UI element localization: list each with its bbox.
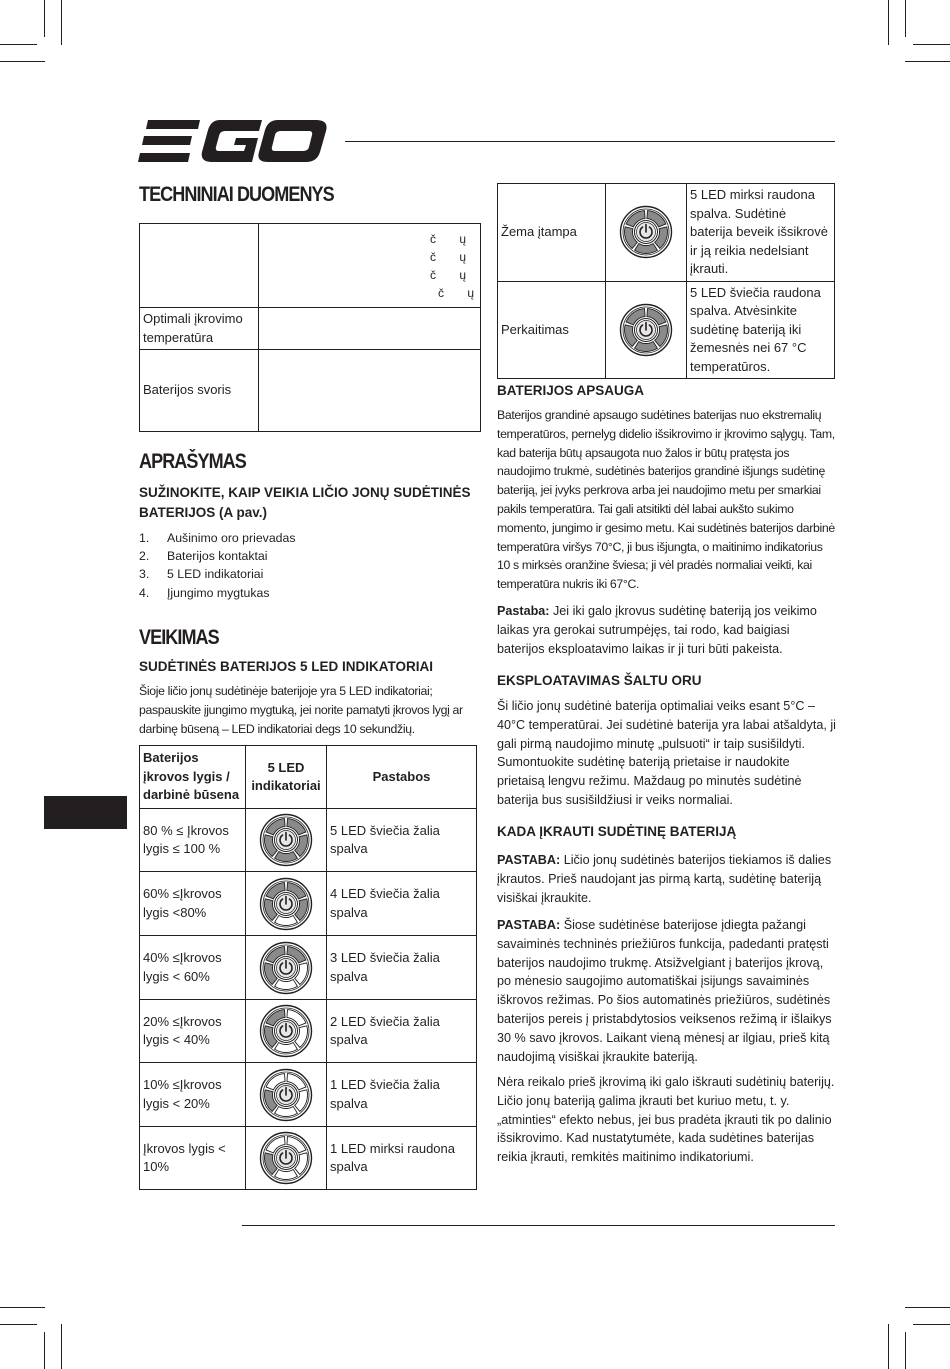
crop-mark — [61, 1324, 62, 1369]
table-row — [498, 184, 835, 282]
tech-label — [140, 224, 259, 308]
col-header-notes: Pastabos — [327, 746, 477, 809]
protect-text: Baterijos grandinė apsaugo sudėtines baterijas nuo ekstremalių temperatūros, pernelyg didelio išsikrovimo ir įkrovimo sąlygų. Tam, kad baterija būtų apsaugota nuo žalos ir būtų pratęsta jos naudojimo trukmė, sudėtinės baterijos grandinė išjungs sudėtinę bateriją, jei įvyks perkrova arba jei naudojimo metu per smarkiai pakils temperatūra. Tai gali atsitikti dėl labai aukšto sukimo momento, jungimo ir gesimo metu. Kai sudėtinės baterijos darbinė temperatūra viršys 70°C, ji bus išjungta, o maitinimo indikatorius 10 s mirksės oranžine šviesa; ji vėl pradės normaliai veikti, kai temperatūra nukris iki 67°C. — [497, 408, 835, 592]
led-indicator-icon — [259, 1131, 313, 1185]
table-header-row — [140, 746, 477, 809]
list-text: Įjungimo mygtukas — [167, 585, 270, 600]
level-cell: 40% ≤Įkrovos lygis < 60% — [140, 936, 246, 1000]
list-number: 1. — [139, 531, 150, 545]
note-label: PASTABA: — [497, 853, 561, 867]
level-cell: 10% ≤Įkrovos lygis < 20% — [140, 1063, 246, 1127]
protect-heading: BATERIJOS APSAUGA — [497, 383, 645, 398]
op-intro: Šioje ličio jonų sudėtinėje baterijoje yra 5 LED indikatoriai; paspauskite įjungimo mygtuką, jei norite pamatyti įkrovos lygį ar darbinę būseną – LED indikatoriai degs 10 sekundžių. — [139, 684, 463, 736]
led-indicator-icon — [259, 1068, 313, 1122]
table-row — [498, 281, 835, 379]
list-text: Baterijos kontaktai — [167, 549, 268, 564]
note-label: Pastaba: — [497, 604, 550, 618]
tech-label: Optimali įkrovimo temperatūra — [140, 308, 259, 350]
crop-mark — [905, 1307, 950, 1308]
level-cell: 80 % ≤ Įkrovos lygis ≤ 100 % — [140, 809, 246, 872]
note-cell: 5 LED šviečia raudona spalva. Atvėsinkite sudėtinę bateriją iki žemesnės nei 67 °C temperatūros. — [687, 281, 835, 379]
header-rule — [345, 141, 835, 142]
note-text: Jei iki galo įkrovus sudėtinę bateriją jos veikimo laikas yra gerokai sutrumpėjęs, tai rodo, kad baigiasi baterijos eksploatavimo laikas ir ji turi būti pakeista. — [497, 604, 817, 656]
led-indicator-icon — [259, 1004, 313, 1058]
crop-mark — [905, 0, 906, 37]
crop-mark — [44, 1332, 45, 1369]
list-text: Aušinimo oro prievadas — [167, 531, 296, 545]
level-cell: 20% ≤Įkrovos lygis < 40% — [140, 1000, 246, 1063]
parts-list — [139, 529, 469, 602]
crop-mark — [888, 1324, 889, 1369]
list-number: 3. — [139, 567, 150, 582]
col-header-level: Baterijos įkrovos lygis / darbinė būsena — [140, 746, 246, 809]
tech-row — [140, 224, 481, 308]
op-subheading: SUDĖTINĖS BATERIJOS 5 LED INDIKATORIAI — [139, 659, 434, 674]
ego-logo — [138, 120, 328, 162]
tech-row — [140, 350, 481, 432]
table-row — [140, 872, 477, 936]
note-label: PASTABA: — [497, 918, 561, 932]
protect-note — [497, 602, 837, 658]
list-text: 5 LED indikatoriai — [167, 567, 264, 582]
crop-mark — [44, 0, 45, 37]
tech-label: Baterijos svoris — [140, 350, 259, 432]
list-item — [139, 547, 469, 565]
fault-status-table — [497, 183, 835, 379]
tech-value-line: č ų — [429, 267, 466, 282]
col-header-leds: 5 LED indikatoriai — [246, 746, 327, 809]
led-indicator-icon — [259, 941, 313, 995]
table-row — [140, 936, 477, 1000]
cold-heading: EKSPLOATAVIMAS ŠALTU ORU — [497, 673, 702, 688]
list-item — [139, 565, 469, 583]
list-item — [139, 584, 469, 602]
note-text: Šiose sudėtinėse baterijose įdiegta pažangi savaiminės techninės priežiūros funkcija, padedanti pratęsti baterijos naudojimo trukmę. Atsižvelgiant į baterijos įkrovą, po mėnesio saugojimo automatiškai įsijungs savaiminės iškrovos režimas. Po šios automatinės priežiūros, sudėtinės baterijos pereis į pristabdytosios veiksenos režimą ir išlaikys 30 % savo įkrovos. Laikant vieną mėnesį ar ilgiau, prieš kitą naudojimą visiškai įkraukite bateriją. — [497, 918, 832, 1064]
state-cell: Perkaitimas — [498, 281, 606, 379]
tech-value-line: č ų — [437, 285, 474, 300]
table-row — [140, 809, 477, 872]
crop-mark — [913, 1324, 950, 1325]
cold-text: Ši ličio jonų sudėtinė baterija optimaliai veiks esant 5°C – 40°C temperatūrai. Jei sudėtinė baterija yra labai atšaldyta, ji gali pirmą naudojimo minutę „pulsuoti“ ir taip susišildyti. Sumontuokite sudėtinę bateriją prietaise ir naudokite prietaisą lengvu režimu. Maždaug po minutės sudėtinė baterija bus susišildžiusi ir veiks normaliai. — [497, 699, 836, 807]
led-indicator-icon — [619, 205, 673, 259]
tech-value-line: č ų — [429, 231, 466, 246]
crop-mark — [0, 1307, 45, 1308]
charge-note-2 — [497, 916, 837, 1066]
tech-heading: TECHNINIAI DUOMENYS — [139, 183, 334, 206]
tech-value — [259, 350, 481, 432]
tech-value — [259, 224, 481, 308]
crop-mark — [0, 61, 45, 62]
tech-table — [139, 223, 481, 432]
tech-value-line: č ų — [429, 249, 466, 264]
charge-note-1 — [497, 851, 837, 907]
list-number: 4. — [139, 585, 150, 600]
charge-text: Nėra reikalo prieš įkrovimą iki galo iškrauti sudėtinių baterijų. Ličio jonų bateriją galima įkrauti bet kuriuo metu, t. y. „atminties“ efekto nebus, jei bus pradėta įkrauti tik po dalinio išsikrovimo. Kad nustatytumėte, kada sudėtines baterijas reikia įkrauti, remkitės maitinimo indikatoriumi. — [497, 1075, 835, 1165]
side-tab — [44, 796, 127, 829]
note-cell: 3 LED šviečia žalia spalva — [327, 936, 477, 1000]
crop-mark — [905, 1332, 906, 1369]
crop-mark — [0, 44, 37, 45]
crop-mark — [888, 0, 889, 45]
op-heading: VEIKIMAS — [139, 626, 219, 649]
note-cell: 1 LED šviečia žalia spalva — [327, 1063, 477, 1127]
crop-mark — [61, 0, 62, 45]
note-cell: 4 LED šviečia žalia spalva — [327, 872, 477, 936]
note-cell: 1 LED mirksi raudona spalva — [327, 1127, 477, 1190]
desc-heading: APRAŠYMAS — [139, 450, 246, 473]
note-cell: 5 LED mirksi raudona spalva. Sudėtinė baterija beveik išsikrovė ir ją reikia nedelsiant įkrauti. — [687, 184, 835, 282]
table-row — [140, 1063, 477, 1127]
level-cell: Įkrovos lygis < 10% — [140, 1127, 246, 1190]
note-cell: 5 LED šviečia žalia spalva — [327, 809, 477, 872]
table-row — [140, 1000, 477, 1063]
level-cell: 60% ≤Įkrovos lygis <80% — [140, 872, 246, 936]
led-indicator-icon — [259, 877, 313, 931]
crop-mark — [913, 44, 950, 45]
led-status-table — [139, 745, 477, 1190]
tech-value — [259, 308, 481, 350]
led-indicator-icon — [619, 303, 673, 357]
desc-subheading: SUŽINOKITE, KAIP VEIKIA LIČIO JONŲ SUDĖTINĖS BATERIJOS (A pav.) — [139, 485, 471, 520]
charge-heading: KADA ĮKRAUTI SUDĖTINĘ BATERIJĄ — [497, 824, 737, 839]
tech-row — [140, 308, 481, 350]
led-indicator-icon — [259, 813, 313, 867]
state-cell: Žema įtampa — [498, 184, 606, 282]
crop-mark — [905, 61, 950, 62]
note-cell: 2 LED šviečia žalia spalva — [327, 1000, 477, 1063]
list-number: 2. — [139, 549, 150, 564]
note-text: Ličio jonų sudėtinės baterijos tiekiamos iš dalies įkrautos. Prieš naudojant jas pirmą kartą, sudėtinę bateriją visiškai įkraukite. — [497, 853, 832, 905]
table-row — [140, 1127, 477, 1190]
crop-mark — [0, 1324, 37, 1325]
list-item — [139, 529, 469, 547]
footer-rule — [242, 1225, 835, 1226]
